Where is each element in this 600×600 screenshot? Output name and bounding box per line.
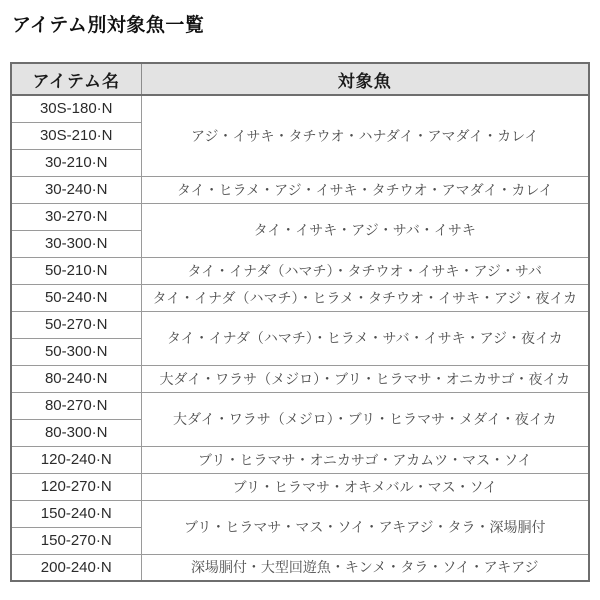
item-cell: 80-300·N [11,419,141,446]
target-fish-cell: タイ・イナダ（ハマチ）・ヒラメ・サバ・イサキ・アジ・夜イカ [141,311,589,365]
table-row [11,554,589,581]
table-row [11,95,589,122]
item-cell: 50-210·N [11,257,141,284]
target-fish-cell: タイ・イサキ・アジ・サバ・イサキ [141,203,589,257]
item-cell: 30S-180·N [11,95,141,122]
target-fish-cell: タイ・イナダ（ハマチ）・タチウオ・イサキ・アジ・サバ [141,257,589,284]
target-fish-cell: タイ・ヒラメ・アジ・イサキ・タチウオ・アマダイ・カレイ [141,176,589,203]
table-body [11,95,589,581]
page-title: アイテム別対象魚一覧 [12,15,205,36]
target-fish-cell: ブリ・ヒラマサ・オニカサゴ・アカムツ・マス・ソイ [141,446,589,473]
item-name-column-header: アイテム名 [11,63,141,95]
table-row [11,392,589,419]
table-row [11,446,589,473]
item-cell: 50-240·N [11,284,141,311]
target-fish-cell: ブリ・ヒラマサ・マス・ソイ・アキアジ・タラ・深場胴付 [141,500,589,554]
table-row [11,176,589,203]
table-row [11,203,589,230]
item-cell: 120-240·N [11,446,141,473]
table-row [11,473,589,500]
table-row [11,284,589,311]
item-cell: 30-210·N [11,149,141,176]
target-fish-cell: 深場胴付・大型回遊魚・キンメ・タラ・ソイ・アキアジ [141,554,589,581]
item-cell: 50-300·N [11,338,141,365]
target-fish-cell: 大ダイ・ワラサ（メジロ）・ブリ・ヒラマサ・オニカサゴ・夜イカ [141,365,589,392]
target-fish-column-header: 対象魚 [141,63,589,95]
target-fish-cell: タイ・イナダ（ハマチ）・ヒラメ・タチウオ・イサキ・アジ・夜イカ [141,284,589,311]
table-row [11,365,589,392]
item-cell: 30-270·N [11,203,141,230]
table-row [11,311,589,338]
item-cell: 30-240·N [11,176,141,203]
item-cell: 200-240·N [11,554,141,581]
item-cell: 80-270·N [11,392,141,419]
item-cell: 30-300·N [11,230,141,257]
target-fish-cell: 大ダイ・ワラサ（メジロ）・ブリ・ヒラマサ・メダイ・夜イカ [141,392,589,446]
table-header [11,63,589,95]
item-cell: 150-270·N [11,527,141,554]
item-cell: 30S-210·N [11,122,141,149]
item-cell: 50-270·N [11,311,141,338]
item-target-fish-table [10,62,590,582]
table-row [11,500,589,527]
item-cell: 80-240·N [11,365,141,392]
item-cell: 120-270·N [11,473,141,500]
header-row [11,63,589,95]
item-cell: 150-240·N [11,500,141,527]
table-row [11,257,589,284]
target-fish-cell: アジ・イサキ・タチウオ・ハナダイ・アマダイ・カレイ [141,95,589,176]
target-fish-cell: ブリ・ヒラマサ・オキメバル・マス・ソイ [141,473,589,500]
